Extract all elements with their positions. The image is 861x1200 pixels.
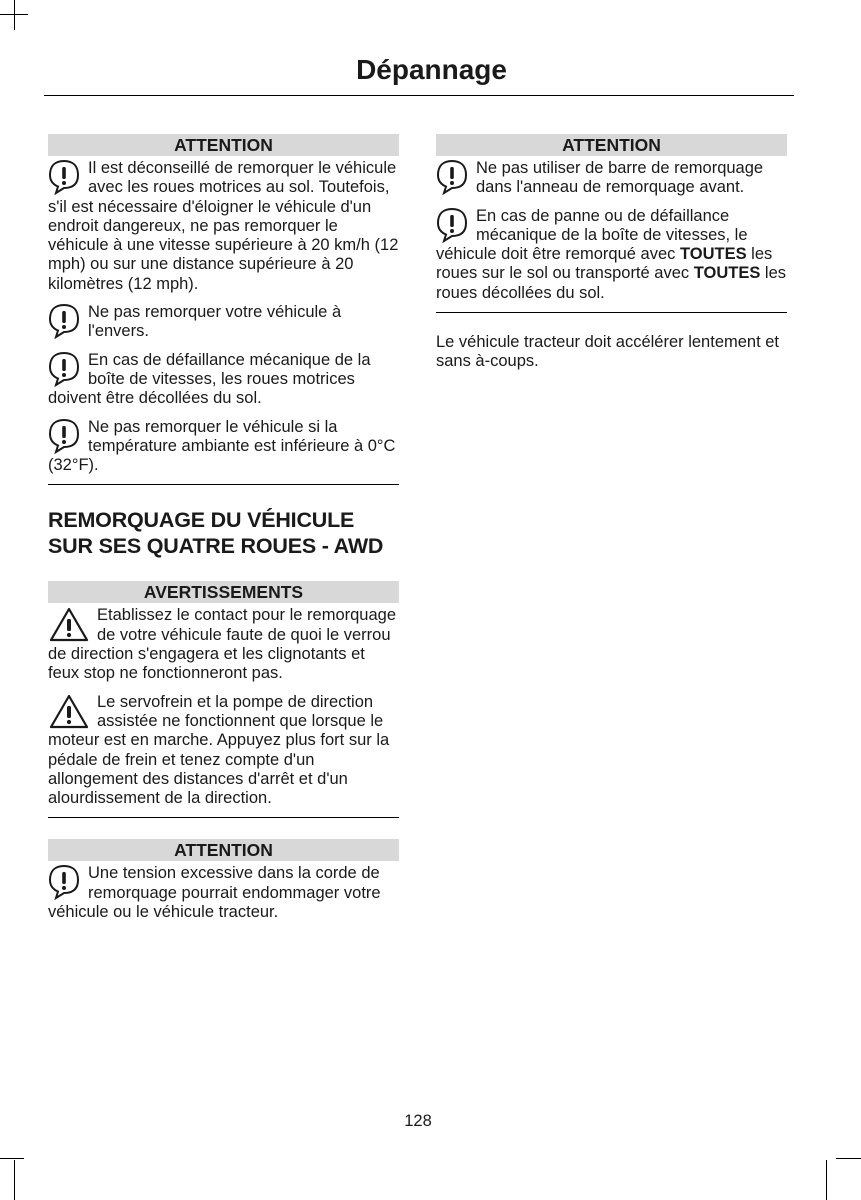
warnings-box — [48, 581, 399, 818]
notice-text: Ne pas remorquer votre véhicule à l'envers. — [88, 303, 342, 341]
caution-exclamation-icon — [436, 207, 469, 245]
attention-header: ATTENTION — [436, 134, 787, 156]
attention-header: ATTENTION — [48, 839, 399, 861]
caution-notice — [48, 159, 399, 294]
page-number: 128 — [404, 1112, 432, 1130]
caution-exclamation-icon — [48, 159, 81, 197]
warning-notice — [48, 693, 399, 809]
crop-mark-bottom-left — [14, 1160, 15, 1200]
section-rule — [436, 312, 787, 313]
caution-notice — [48, 418, 399, 476]
caution-exclamation-icon — [48, 418, 81, 456]
section-heading: REMORQUAGE DU VÉHICULE SUR SES QUATRE ROUES - AWD — [48, 508, 384, 559]
notice-text-part: les roues décollées du sol. — [436, 264, 787, 302]
attention-box — [436, 134, 787, 313]
notice-text-part: En cas de panne ou de défaillance mécanique de la boîte de vitesses, le véhicule doit être remorqué avec — [436, 206, 748, 264]
warning-notice — [48, 606, 399, 683]
notice-text: Une tension excessive dans la corde de remorquage pourrait endommager votre véhicule ou le véhicule tracteur. — [48, 864, 381, 922]
caution-notice — [436, 207, 787, 303]
attention-box — [48, 134, 399, 485]
warnings-header: AVERTISSEMENTS — [48, 581, 399, 603]
attention-header: ATTENTION — [48, 134, 399, 156]
title-rule — [44, 95, 794, 96]
notice-text: Le servofrein et la pompe de direction assistée ne fonctionnent que lorsque le moteur est en marche. Appuyez plus fort sur la pédale de frein et tenez compte d'un allongement des distances d'arrêt et d'un alourdissement de la direction. — [48, 692, 390, 808]
notice-text: Etablissez le contact pour le remorquage de votre véhicule faute de quoi le verrou de direction s'engagera et les clignotants et feux stop ne fonctionneront pas. — [48, 606, 396, 683]
notice-text: Il est déconseillé de remorquer le véhicule avec les roues motrices au sol. Toutefois, s'il est nécessaire d'éloigner le véhicule d'un endroit dangereux, ne pas remorquer le véhicule à une vitesse supérieure à 20 km/h (12 mph) ou sur une distance supérieure à 20 kilomètres (12 mph). — [48, 159, 399, 293]
caution-notice — [436, 159, 787, 198]
notice-text-part: les roues sur le sol ou transporté avec — [436, 245, 773, 283]
warning-triangle-icon — [48, 693, 90, 731]
attention-box — [48, 839, 399, 922]
crop-mark-bottom-right-h — [836, 1158, 861, 1159]
body-paragraph: Le véhicule tracteur doit accélérer lentement et sans à-coups. — [436, 333, 780, 371]
notice-text: Ne pas utiliser de barre de remorquage dans l'anneau de remorquage avant. — [476, 159, 764, 197]
caution-notice — [48, 351, 399, 409]
caution-exclamation-icon — [48, 303, 81, 341]
crop-mark-bottom-left-h — [0, 1158, 24, 1159]
crop-mark-bottom-right — [826, 1160, 827, 1200]
emphasis-toutes: TOUTES — [693, 264, 761, 283]
section-rule — [48, 817, 399, 818]
caution-exclamation-icon — [436, 159, 469, 197]
notice-text: Ne pas remorquer le véhicule si la température ambiante est inférieure à 0°C (32°F). — [48, 417, 396, 475]
right-column — [436, 134, 787, 372]
caution-notice — [48, 864, 399, 922]
page-title: Dépannage — [356, 54, 507, 85]
emphasis-toutes: TOUTES — [679, 245, 747, 264]
section-rule — [48, 484, 399, 485]
crop-mark-top-left-h — [0, 14, 28, 15]
caution-exclamation-icon — [48, 864, 81, 902]
notice-text: En cas de défaillance mécanique de la boîte de vitesses, les roues motrices doivent être décollées du sol. — [48, 350, 371, 408]
caution-notice — [48, 303, 399, 342]
caution-exclamation-icon — [48, 351, 81, 389]
crop-mark-top-left — [14, 0, 15, 30]
warning-triangle-icon — [48, 606, 90, 644]
left-column — [48, 134, 399, 931]
